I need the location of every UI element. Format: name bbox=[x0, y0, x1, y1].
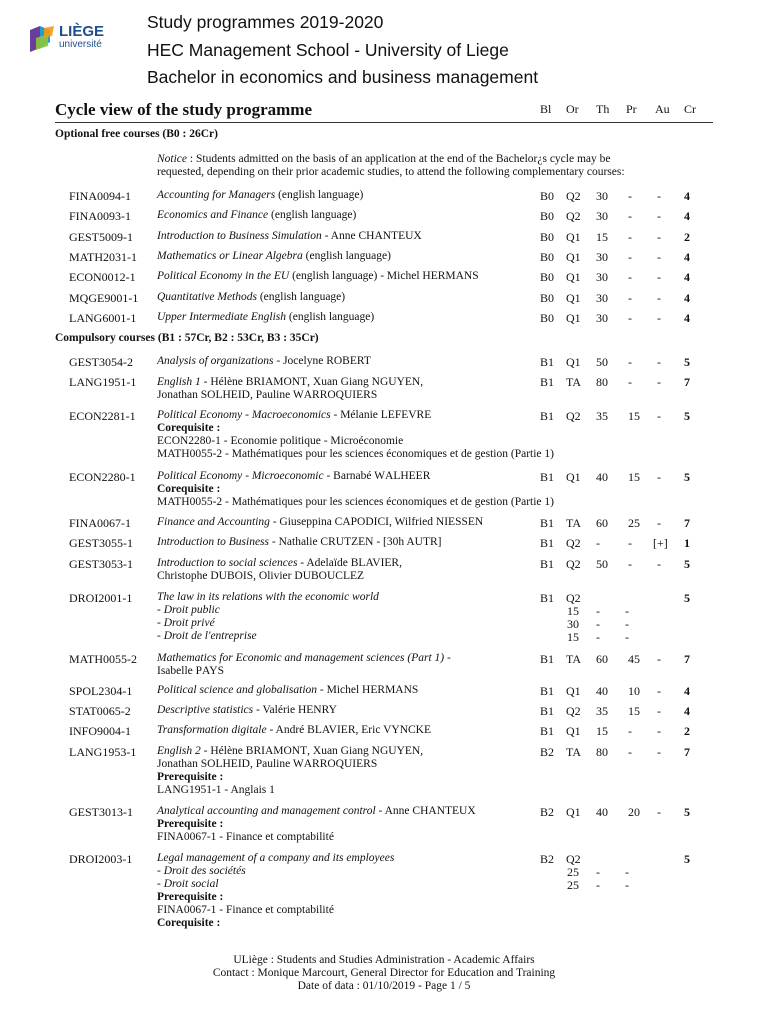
cell-bl: B1 bbox=[540, 704, 555, 718]
cell-au: - bbox=[625, 617, 629, 631]
cell-au: - bbox=[657, 250, 661, 264]
cell-au: - bbox=[625, 878, 629, 892]
cell-pr: - bbox=[628, 189, 632, 203]
cell-au: - bbox=[657, 189, 661, 203]
course-part: - Droit social bbox=[157, 878, 219, 890]
cell-cr: 7 bbox=[684, 745, 690, 759]
cell-pr: - bbox=[628, 250, 632, 264]
logo-text-universite: université bbox=[59, 39, 102, 50]
course-code: GEST3053-1 bbox=[69, 557, 133, 571]
header-rule bbox=[55, 122, 713, 123]
col-header-cr: Cr bbox=[684, 102, 696, 116]
col-header-bl: Bl bbox=[540, 102, 552, 116]
cell-cr: 5 bbox=[684, 409, 690, 423]
cell-au: - bbox=[657, 270, 661, 284]
cell-bl: B2 bbox=[540, 805, 555, 819]
cell-pr: 15 bbox=[628, 704, 640, 718]
cell-bl: B2 bbox=[540, 852, 555, 866]
cell-or: Q1 bbox=[566, 291, 581, 305]
cell-pr: - bbox=[628, 270, 632, 284]
cell-th: 40 bbox=[596, 470, 608, 484]
course-code: FINA0067-1 bbox=[69, 516, 131, 530]
cell-au: [+] bbox=[653, 536, 668, 550]
course-code: GEST3013-1 bbox=[69, 805, 133, 819]
cell-cr: 4 bbox=[684, 250, 690, 264]
col-header-th: Th bbox=[596, 102, 610, 116]
course-title[interactable]: Introduction to Business Simulation - Anne CHANTEUX bbox=[157, 230, 422, 242]
cell-bl: B0 bbox=[540, 291, 555, 305]
course-title[interactable]: Descriptive statistics - Valérie HENRY bbox=[157, 704, 337, 716]
course-part: - Droit de l'entreprise bbox=[157, 630, 257, 642]
course-code: GEST3055-1 bbox=[69, 536, 133, 550]
cell-th: 15 bbox=[567, 630, 579, 644]
course-code: MATH0055-2 bbox=[69, 652, 137, 666]
cell-or: Q2 bbox=[566, 852, 581, 866]
cell-th: 35 bbox=[596, 704, 608, 718]
cell-bl: B1 bbox=[540, 536, 555, 550]
logo-text-liege: LIÈGE bbox=[59, 23, 105, 40]
course-title[interactable]: Mathematics for Economic and management sciences (Part 1) - bbox=[157, 652, 451, 664]
cell-th: 30 bbox=[596, 311, 608, 325]
course-code: SPOL2304-1 bbox=[69, 684, 133, 698]
corequisite-label: Corequisite : bbox=[157, 422, 221, 434]
cell-or: Q1 bbox=[566, 250, 581, 264]
course-title[interactable]: Analysis of organizations - Jocelyne ROBERT bbox=[157, 355, 371, 367]
cell-th: 40 bbox=[596, 805, 608, 819]
cell-cr: 4 bbox=[684, 311, 690, 325]
cell-pr: - bbox=[628, 724, 632, 738]
cell-th: 40 bbox=[596, 684, 608, 698]
course-code: MQGE9001-1 bbox=[69, 291, 139, 305]
course-code: LANG6001-1 bbox=[69, 311, 137, 325]
footer-line-2: Contact : Monique Marcourt, General Director for Education and Training bbox=[212, 967, 556, 979]
course-title[interactable]: Mathematics or Linear Algebra (english language) bbox=[157, 250, 391, 262]
section-optional-heading: Optional free courses (B0 : 26Cr) bbox=[55, 128, 218, 140]
cell-au: - bbox=[657, 684, 661, 698]
cell-or: Q1 bbox=[566, 230, 581, 244]
cell-pr: - bbox=[628, 557, 632, 571]
corequisite-item: ECON2280-1 - Economie politique - Microéconomie bbox=[157, 435, 404, 447]
course-title[interactable]: Quantitative Methods (english language) bbox=[157, 291, 346, 303]
cell-th: 15 bbox=[567, 604, 579, 618]
cell-or: Q2 bbox=[566, 409, 581, 423]
course-code: INFO9004-1 bbox=[69, 724, 131, 738]
cell-th: 30 bbox=[596, 189, 608, 203]
footer-line-3: Date of data : 01/10/2019 - Page 1 / 5 bbox=[297, 980, 471, 992]
uliege-logo bbox=[28, 22, 118, 54]
page-title: Cycle view of the study programme bbox=[55, 100, 313, 119]
prerequisite-label: Prerequisite : bbox=[157, 891, 224, 903]
uliege-logo-mark bbox=[28, 24, 58, 54]
cell-pr: - bbox=[628, 311, 632, 325]
course-code: ECON2280-1 bbox=[69, 470, 136, 484]
cell-bl: B0 bbox=[540, 209, 555, 223]
corequisite-item: MATH0055-2 - Mathématiques pour les sciences économiques et de gestion (Partie 1) bbox=[157, 448, 554, 460]
cell-cr: 5 bbox=[684, 852, 690, 866]
cell-au: - bbox=[657, 745, 661, 759]
course-title[interactable]: Transformation digitale - André BLAVIER, Eric VYNCKE bbox=[157, 724, 432, 736]
cell-cr: 5 bbox=[684, 557, 690, 571]
course-title[interactable]: Finance and Accounting - Giuseppina CAPODICI, Wilfried NIESSEN bbox=[157, 516, 484, 528]
cell-bl: B0 bbox=[540, 311, 555, 325]
course-code: ECON0012-1 bbox=[69, 270, 136, 284]
cell-th: 30 bbox=[596, 291, 608, 305]
cell-th: 30 bbox=[596, 209, 608, 223]
cell-th: 60 bbox=[596, 652, 608, 666]
cell-pr: - bbox=[628, 209, 632, 223]
course-title[interactable]: Introduction to Business - Nathalie CRUTZEN - [30h AUTR] bbox=[157, 536, 442, 548]
cell-th: 50 bbox=[596, 355, 608, 369]
prerequisite-item: LANG1951-1 - Anglais 1 bbox=[157, 784, 275, 796]
course-title[interactable]: Political Economy - Microeconomic - Barnabé WALHEER bbox=[157, 470, 431, 482]
cell-th: - bbox=[596, 536, 600, 550]
cell-au: - bbox=[657, 652, 661, 666]
course-code: GEST5009-1 bbox=[69, 230, 133, 244]
cell-or: Q2 bbox=[566, 591, 581, 605]
notice-line-1: Notice : Students admitted on the basis of an application at the end of the Bachelor¿s cycle may be bbox=[157, 153, 611, 165]
cell-or: Q2 bbox=[566, 209, 581, 223]
cell-cr: 4 bbox=[684, 684, 690, 698]
cell-or: Q1 bbox=[566, 805, 581, 819]
prerequisite-item: FINA0067-1 - Finance et comptabilité bbox=[157, 831, 334, 843]
cell-au: - bbox=[657, 704, 661, 718]
corequisite-label: Corequisite : bbox=[157, 483, 221, 495]
cell-pr: - bbox=[596, 630, 600, 644]
course-code: MATH2031-1 bbox=[69, 250, 137, 264]
cell-th: 15 bbox=[596, 230, 608, 244]
cell-or: Q2 bbox=[566, 536, 581, 550]
course-title[interactable]: Accounting for Managers (english language) bbox=[157, 189, 364, 201]
cell-cr: 4 bbox=[684, 291, 690, 305]
cell-bl: B0 bbox=[540, 250, 555, 264]
course-title[interactable]: English 1 - Hélène BRIAMONT, Xuan Giang NGUYEN, bbox=[157, 376, 424, 388]
course-code: GEST3054-2 bbox=[69, 355, 133, 369]
cell-bl: B0 bbox=[540, 270, 555, 284]
cell-au: - bbox=[657, 311, 661, 325]
cell-pr: 15 bbox=[628, 470, 640, 484]
cell-th: 25 bbox=[567, 878, 579, 892]
cell-cr: 5 bbox=[684, 355, 690, 369]
cell-or: TA bbox=[566, 375, 582, 389]
cell-th: 50 bbox=[596, 557, 608, 571]
cell-pr: - bbox=[628, 355, 632, 369]
cell-or: Q1 bbox=[566, 355, 581, 369]
course-code: ECON2281-1 bbox=[69, 409, 136, 423]
cell-pr: - bbox=[628, 745, 632, 759]
cell-au: - bbox=[657, 470, 661, 484]
cell-au: - bbox=[625, 604, 629, 618]
cell-au: - bbox=[657, 355, 661, 369]
course-title[interactable]: Political Economy - Macroeconomics - Mélanie LEFEVRE bbox=[157, 409, 432, 421]
prerequisite-label: Prerequisite : bbox=[157, 818, 224, 830]
cell-bl: B1 bbox=[540, 652, 555, 666]
course-title[interactable]: Legal management of a company and its employees bbox=[157, 852, 395, 864]
cell-pr: - bbox=[628, 536, 632, 550]
cell-bl: B0 bbox=[540, 230, 555, 244]
course-teachers: Isabelle PAYS bbox=[157, 665, 224, 677]
cell-or: Q1 bbox=[566, 684, 581, 698]
cell-or: Q1 bbox=[566, 724, 581, 738]
course-title[interactable]: Introduction to social sciences - Adelaïde BLAVIER, bbox=[157, 557, 402, 569]
cell-th: 60 bbox=[596, 516, 608, 530]
cell-bl: B1 bbox=[540, 375, 555, 389]
course-title[interactable]: The law in its relations with the economic world bbox=[157, 591, 379, 603]
cell-cr: 4 bbox=[684, 209, 690, 223]
cell-or: Q1 bbox=[566, 311, 581, 325]
cell-or: Q2 bbox=[566, 557, 581, 571]
course-code: DROI2001-1 bbox=[69, 591, 133, 605]
cell-cr: 5 bbox=[684, 805, 690, 819]
cell-pr: 20 bbox=[628, 805, 640, 819]
cell-au: - bbox=[657, 291, 661, 305]
cell-pr: 25 bbox=[628, 516, 640, 530]
cell-or: TA bbox=[566, 745, 582, 759]
cell-bl: B1 bbox=[540, 724, 555, 738]
cell-pr: - bbox=[596, 617, 600, 631]
course-title[interactable]: Analytical accounting and management control - Anne CHANTEUX bbox=[157, 805, 476, 817]
col-header-au: Au bbox=[655, 102, 670, 116]
course-part: - Droit privé bbox=[157, 617, 215, 629]
cell-or: TA bbox=[566, 516, 582, 530]
prerequisite-item: FINA0067-1 - Finance et comptabilité bbox=[157, 904, 334, 916]
course-code: FINA0093-1 bbox=[69, 209, 131, 223]
cell-au: - bbox=[625, 865, 629, 879]
course-title[interactable]: Political science and globalisation - Michel HERMANS bbox=[157, 684, 419, 696]
course-code: STAT0065-2 bbox=[69, 704, 131, 718]
cell-th: 80 bbox=[596, 375, 608, 389]
course-part: - Droit des sociétés bbox=[157, 865, 246, 877]
cell-au: - bbox=[657, 209, 661, 223]
corequisite-item: MATH0055-2 - Mathématiques pour les sciences économiques et de gestion (Partie 1) bbox=[157, 496, 554, 508]
cell-cr: 2 bbox=[684, 724, 690, 738]
cell-cr: 5 bbox=[684, 470, 690, 484]
cell-pr: - bbox=[596, 878, 600, 892]
cell-cr: 7 bbox=[684, 652, 690, 666]
cell-th: 30 bbox=[596, 250, 608, 264]
section-compulsory-heading: Compulsory courses (B1 : 57Cr, B2 : 53Cr, B3 : 35Cr) bbox=[55, 332, 319, 344]
course-code: LANG1953-1 bbox=[69, 745, 137, 759]
cell-bl: B1 bbox=[540, 355, 555, 369]
course-code: FINA0094-1 bbox=[69, 189, 131, 203]
cell-pr: - bbox=[596, 865, 600, 879]
cell-au: - bbox=[657, 557, 661, 571]
cell-pr: - bbox=[596, 604, 600, 618]
course-title[interactable]: English 2 - Hélène BRIAMONT, Xuan Giang NGUYEN, bbox=[157, 745, 424, 757]
cell-bl: B2 bbox=[540, 745, 555, 759]
cell-au: - bbox=[657, 724, 661, 738]
cell-cr: 4 bbox=[684, 189, 690, 203]
cell-pr: 15 bbox=[628, 409, 640, 423]
cell-th: 80 bbox=[596, 745, 608, 759]
cell-or: Q1 bbox=[566, 470, 581, 484]
course-title[interactable]: Economics and Finance (english language) bbox=[157, 209, 357, 221]
cell-th: 15 bbox=[596, 724, 608, 738]
course-teachers: Jonathan SOLHEID, Pauline WARROQUIERS bbox=[157, 389, 378, 401]
cell-au: - bbox=[625, 630, 629, 644]
cell-bl: B0 bbox=[540, 189, 555, 203]
cell-au: - bbox=[657, 805, 661, 819]
cell-bl: B1 bbox=[540, 591, 555, 605]
header-line-1: Study programmes 2019-2020 bbox=[147, 12, 384, 32]
cell-th: 30 bbox=[567, 617, 579, 631]
course-code: LANG1951-1 bbox=[69, 375, 137, 389]
course-teachers: Jonathan SOLHEID, Pauline WARROQUIERS bbox=[157, 758, 378, 770]
cell-au: - bbox=[657, 230, 661, 244]
course-code: DROI2003-1 bbox=[69, 852, 133, 866]
cell-bl: B1 bbox=[540, 470, 555, 484]
col-header-pr: Pr bbox=[626, 102, 637, 116]
cell-au: - bbox=[657, 375, 661, 389]
corequisite-label: Corequisite : bbox=[157, 917, 221, 929]
cell-cr: 7 bbox=[684, 375, 690, 389]
course-teachers: Christophe DUBOIS, Olivier DUBOUCLEZ bbox=[157, 570, 365, 582]
prerequisite-label: Prerequisite : bbox=[157, 771, 224, 783]
cell-cr: 7 bbox=[684, 516, 690, 530]
cell-cr: 5 bbox=[684, 591, 690, 605]
cell-au: - bbox=[657, 516, 661, 530]
cell-bl: B1 bbox=[540, 557, 555, 571]
cell-pr: 10 bbox=[628, 684, 640, 698]
cell-th: 25 bbox=[567, 865, 579, 879]
cell-or: Q2 bbox=[566, 189, 581, 203]
cell-th: 30 bbox=[596, 270, 608, 284]
cell-th: 35 bbox=[596, 409, 608, 423]
footer-line-1: ULiège : Students and Studies Administration - Academic Affairs bbox=[233, 954, 535, 966]
cell-pr: - bbox=[628, 291, 632, 305]
cell-pr: - bbox=[628, 375, 632, 389]
notice-line-2: requested, depending on their prior academic studies, to attend the following complementary courses: bbox=[157, 166, 625, 178]
cell-cr: 2 bbox=[684, 230, 690, 244]
cell-cr: 1 bbox=[684, 536, 690, 550]
header-line-3: Bachelor in economics and business management bbox=[147, 67, 539, 87]
course-part: - Droit public bbox=[157, 604, 220, 616]
header-line-2: HEC Management School - University of Liege bbox=[147, 40, 509, 60]
col-header-or: Or bbox=[566, 102, 579, 116]
cell-pr: - bbox=[628, 230, 632, 244]
cell-bl: B1 bbox=[540, 684, 555, 698]
cell-bl: B1 bbox=[540, 516, 555, 530]
cell-pr: 45 bbox=[628, 652, 640, 666]
course-title[interactable]: Political Economy in the EU (english language) - Michel HERMANS bbox=[157, 270, 479, 282]
cell-or: TA bbox=[566, 652, 582, 666]
cell-au: - bbox=[657, 409, 661, 423]
cell-or: Q1 bbox=[566, 270, 581, 284]
cell-bl: B1 bbox=[540, 409, 555, 423]
course-title[interactable]: Upper Intermediate English (english language) bbox=[157, 311, 375, 323]
cell-or: Q2 bbox=[566, 704, 581, 718]
cell-cr: 4 bbox=[684, 270, 690, 284]
cell-cr: 4 bbox=[684, 704, 690, 718]
